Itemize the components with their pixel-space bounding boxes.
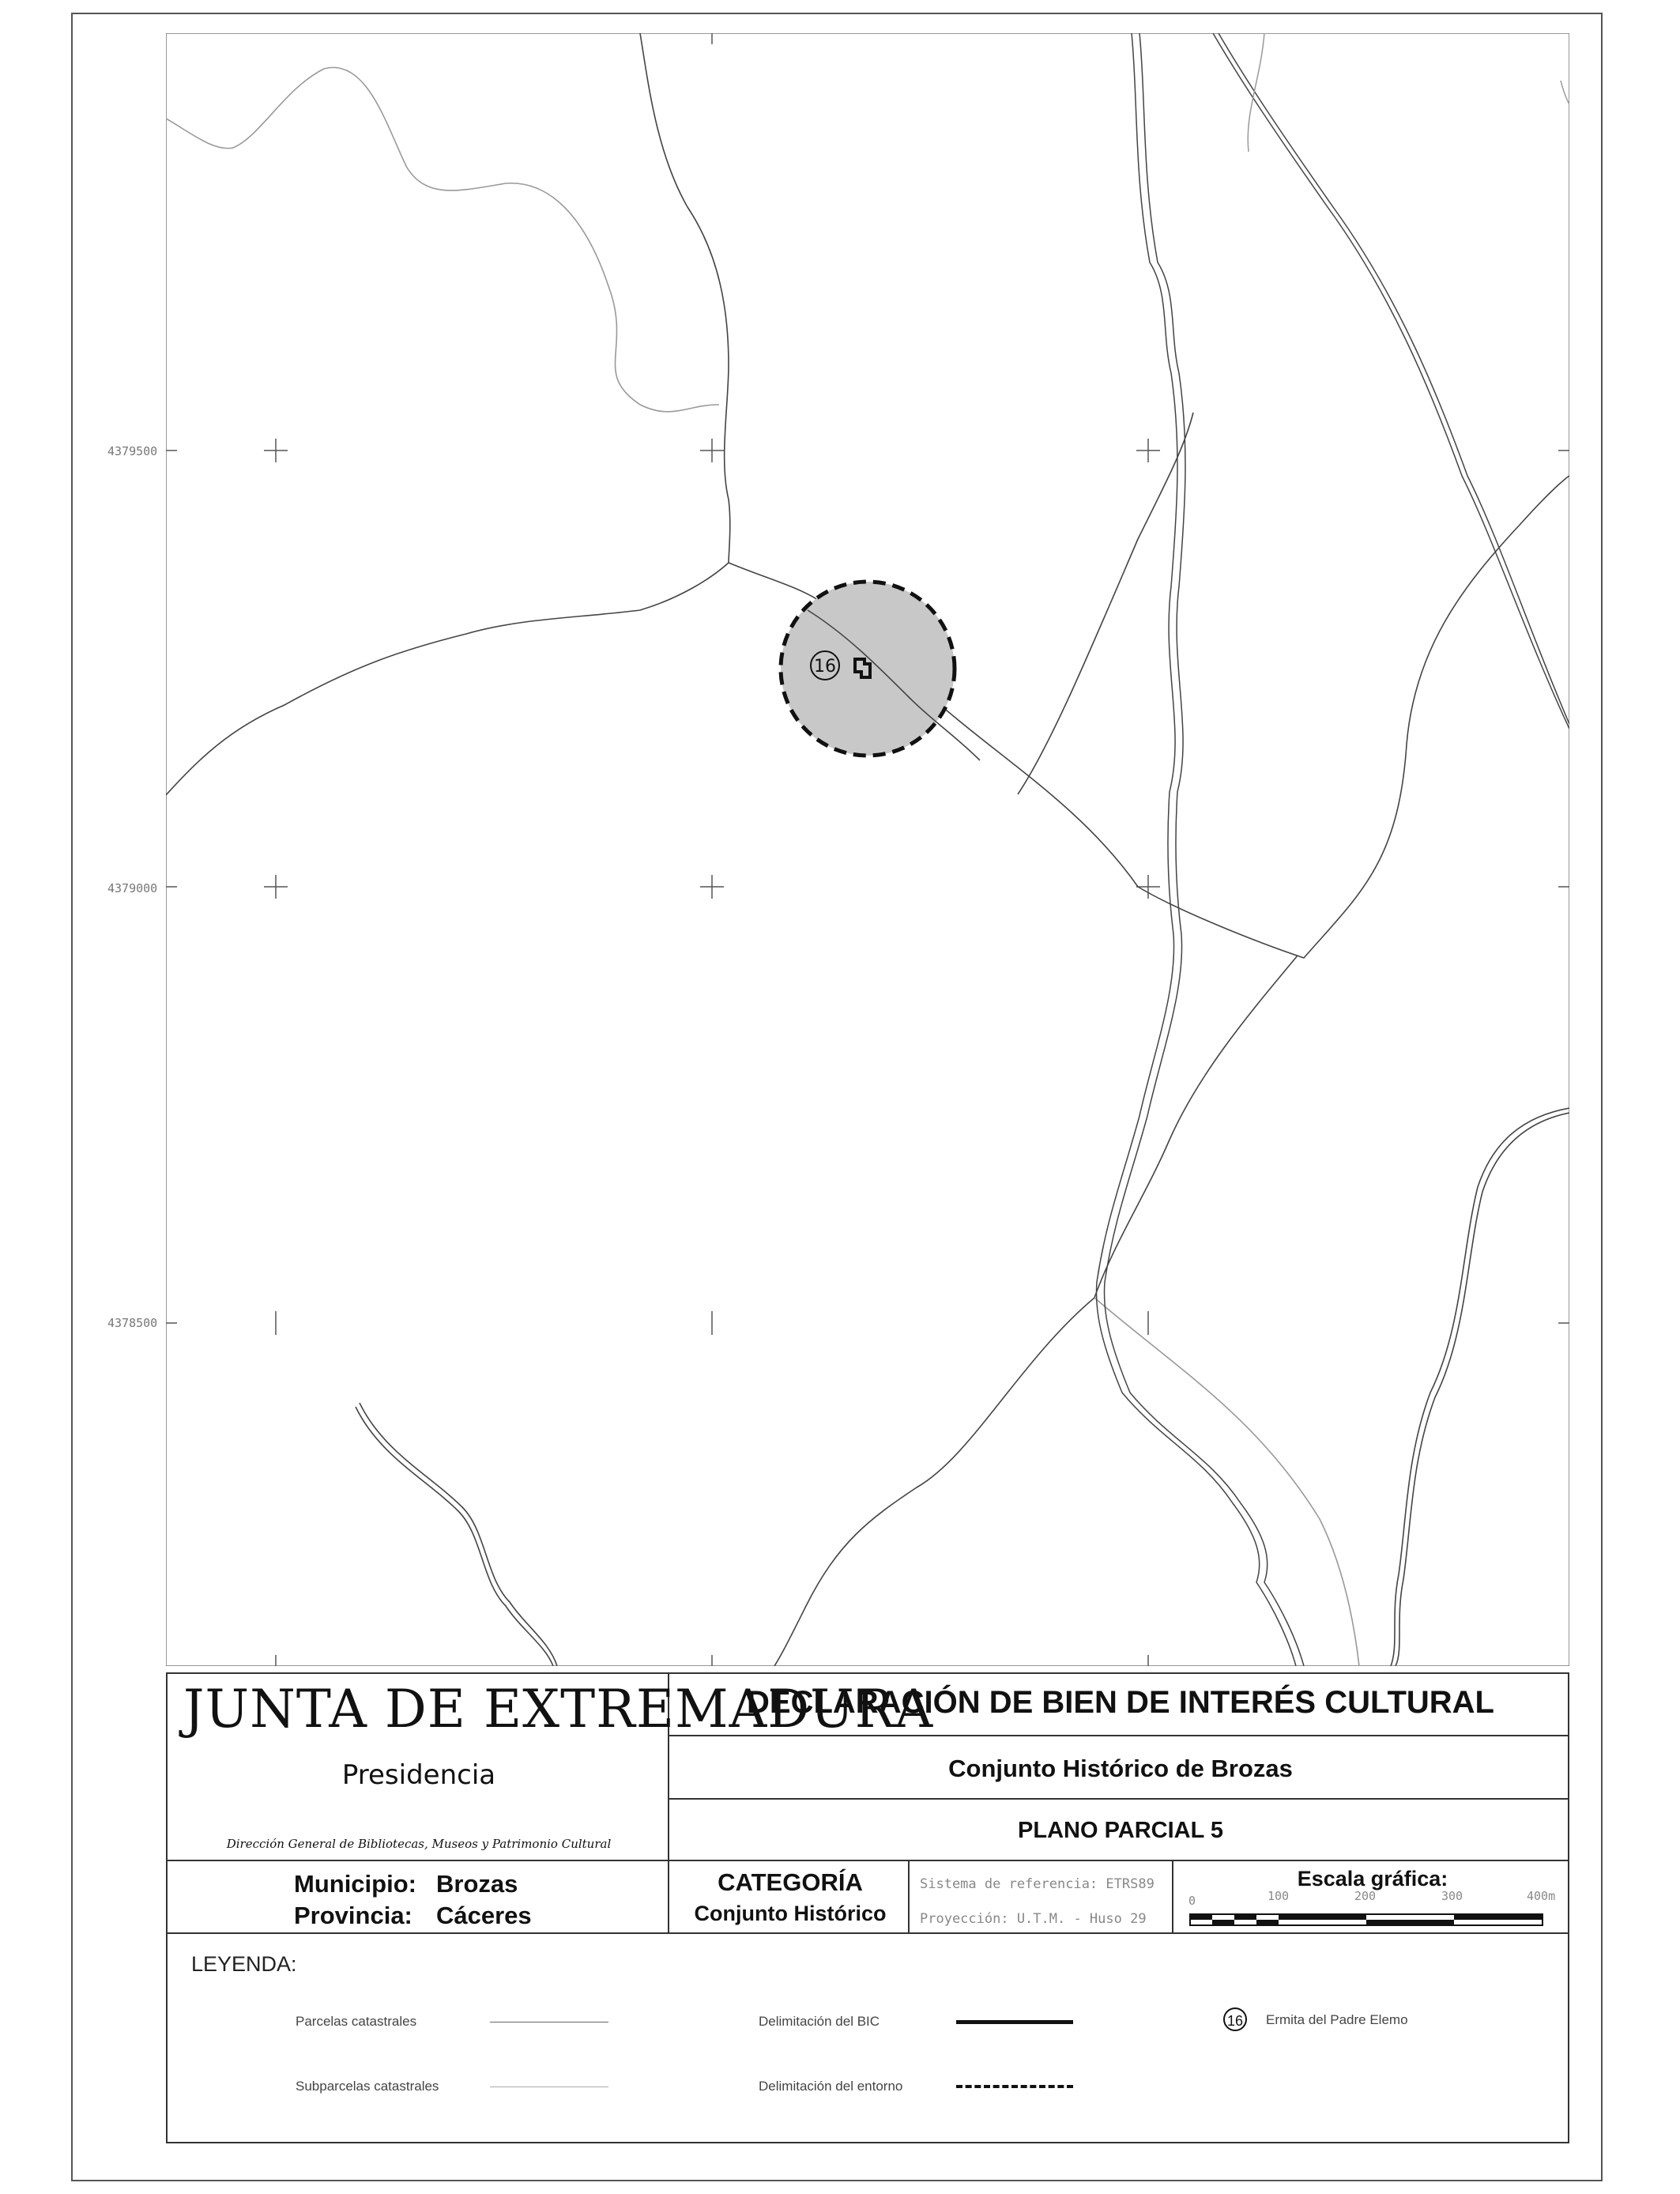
legend-label-parcelas: Parcelas catastrales [296, 2014, 417, 2029]
projection: Proyección: U.T.M. - Huso 29 [920, 1911, 1147, 1927]
scale-tick-label: 200 [1354, 1889, 1377, 1903]
bic-environment-boundary[interactable] [781, 582, 955, 756]
legend-label-bic: Delimitación del BIC [759, 2014, 880, 2029]
department-name: Presidencia [341, 1759, 496, 1791]
directorate-name: Dirección General de Bibliotecas, Museos y Patrimonio Cultural [226, 1837, 612, 1851]
document-subtitle: Conjunto Histórico de Brozas [948, 1755, 1293, 1782]
category-value: Conjunto Histórico [694, 1902, 887, 1925]
municipio-value: Brozas [436, 1870, 518, 1898]
municipio-label: Municipio: [294, 1870, 416, 1898]
coord-y-label: 4378500 [107, 1316, 158, 1330]
reference-system: Sistema de referencia: ETRS89 [920, 1876, 1155, 1892]
scale-tick-label: 300 [1441, 1889, 1463, 1903]
scale-bar-graphic [1181, 1911, 1568, 1930]
map-canvas [166, 33, 1569, 1666]
map-border [166, 33, 1569, 1666]
provincia-value: Cáceres [436, 1902, 532, 1929]
legend-line-bic [956, 2020, 1073, 2024]
coord-y-label: 4379000 [107, 881, 158, 895]
provincia-label: Provincia: [294, 1902, 412, 1929]
legend-site-number-icon: 16 [1223, 2007, 1247, 2031]
scale-title: Escala gráfica: [1297, 1867, 1448, 1891]
scale-tick-label: 400m [1527, 1889, 1556, 1903]
category-label: CATEGORÍA [718, 1868, 863, 1896]
title-block [166, 1672, 1569, 2143]
org-name: JUNTA DE EXTREMADURA [183, 1679, 934, 1740]
legend-label-entorno: Delimitación del entorno [759, 2079, 903, 2094]
map-area[interactable] [166, 33, 1569, 1666]
coord-y-label: 4379500 [107, 444, 158, 458]
legend-label-ermita: Ermita del Padre Elemo [1266, 2012, 1408, 2027]
sheet-name: PLANO PARCIAL 5 [1018, 1818, 1223, 1843]
legend-line-entorno [956, 2085, 1073, 2088]
scale-tick-label: 0 [1188, 1894, 1196, 1908]
scale-tick-label: 100 [1268, 1889, 1290, 1903]
legend-label-subparcelas: Subparcelas catastrales [296, 2079, 439, 2094]
legend-title: LEYENDA: [191, 1952, 297, 1976]
scale-bar [1181, 1889, 1568, 1932]
document-title: DECLARACIÓN DE BIEN DE INTERÉS CULTURAL [747, 1685, 1494, 1720]
site-number-label: 16 [814, 657, 836, 677]
